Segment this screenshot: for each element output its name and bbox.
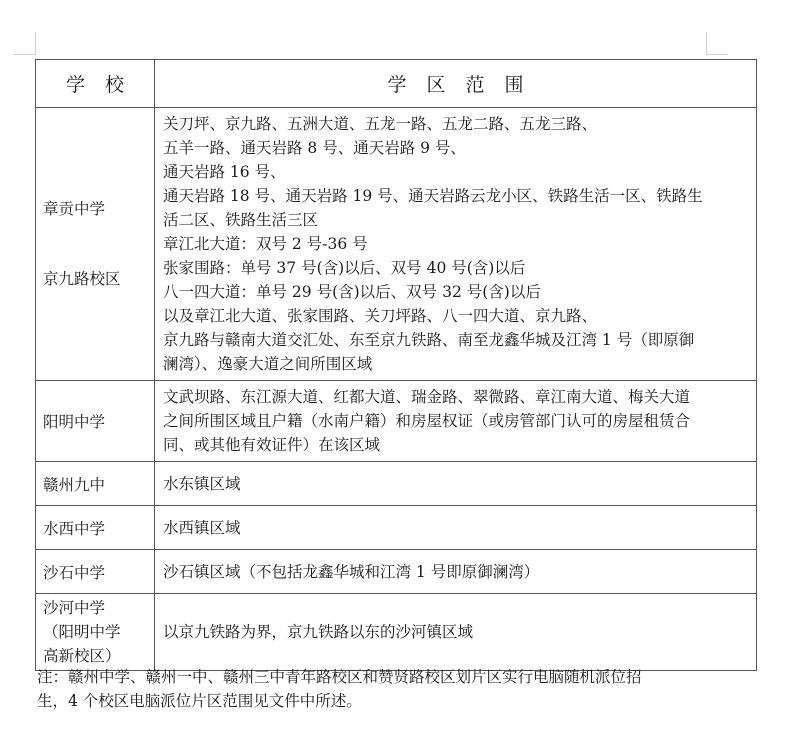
range-line: 水东镇区域 bbox=[163, 474, 241, 493]
range-line: 澜湾）、逸豪大道之间所围区域 bbox=[163, 355, 373, 373]
range-line: 通天岩路 18 号、通天岩路 19 号、通天岩路云龙小区、铁路生活一区、铁路生 bbox=[163, 187, 703, 205]
range-line: 章江北大道：双号 2 号-36 号 bbox=[163, 235, 368, 253]
school-name-line: 沙石中学 bbox=[43, 563, 106, 582]
table-row bbox=[36, 381, 757, 462]
table-row bbox=[36, 462, 757, 506]
district-range-cell bbox=[155, 594, 757, 671]
school-name-line: 沙河中学 bbox=[43, 599, 106, 617]
school-name-line: 水西中学 bbox=[43, 519, 106, 538]
school-name-line: 阳明中学 bbox=[43, 413, 106, 431]
school-name-line: 高新校区） bbox=[43, 647, 121, 665]
school-name-line: 章贡中学 bbox=[43, 200, 106, 218]
table-row bbox=[36, 506, 757, 550]
range-line: 水西镇区域 bbox=[163, 518, 241, 537]
district-range-cell bbox=[155, 381, 757, 462]
district-range-cell bbox=[155, 108, 757, 381]
school-district-table bbox=[35, 59, 757, 671]
range-line: 通天岩路 16 号、 bbox=[163, 163, 286, 181]
page-corner-mark bbox=[706, 32, 707, 54]
district-range-cell bbox=[155, 462, 757, 506]
range-line: 关刀坪、京九路、五洲大道、五龙一路、五龙二路、五龙三路、 bbox=[163, 115, 598, 133]
range-line: 张家围路：单号 37 号(含)以后、双号 40 号(含)以后 bbox=[163, 259, 526, 277]
table-row bbox=[36, 594, 757, 671]
range-line: 五羊一路、通天岩路 8 号、通天岩路 9 号、 bbox=[163, 139, 466, 157]
table-header-row bbox=[36, 60, 757, 108]
range-line: 文武坝路、东江源大道、红都大道、瑞金路、翠微路、章江南大道、梅关大道 bbox=[163, 388, 691, 406]
school-name-line: 京九路校区 bbox=[43, 270, 121, 288]
header-range: 学 区 范 围 bbox=[155, 60, 757, 108]
range-line: 京九路与赣南大道交汇处、东至京九铁路、南至龙鑫华城及江湾 1 号（即原御 bbox=[163, 331, 695, 349]
school-name-cell bbox=[36, 108, 155, 381]
school-name-line: （阳明中学 bbox=[43, 623, 121, 641]
school-name-cell bbox=[36, 506, 155, 550]
page-corner-mark bbox=[706, 54, 728, 55]
footnote-line: 生，4 个校区电脑派位片区范围见文件中所述。 bbox=[37, 692, 362, 710]
page-corner-mark bbox=[14, 54, 36, 55]
school-name-cell bbox=[36, 550, 155, 594]
district-range-cell bbox=[155, 550, 757, 594]
range-line: 之间所围区域且户籍（水南户籍）和房屋权证（或房管部门认可的房屋租赁合 bbox=[163, 412, 691, 430]
school-name-line: 赣州九中 bbox=[43, 475, 106, 494]
table-row bbox=[36, 550, 757, 594]
range-line: 活二区、铁路生活三区 bbox=[163, 211, 319, 229]
range-line: 沙石镇区域（不包括龙鑫华城和江湾 1 号即原御澜湾） bbox=[163, 562, 540, 581]
range-line: 以及章江北大道、张家围路、关刀坪路、八一四大道、京九路、 bbox=[163, 307, 598, 325]
range-line: 八一四大道：单号 29 号(含)以后、双号 32 号(含)以后 bbox=[163, 283, 541, 301]
range-line: 同、或其他有效证件）在该区域 bbox=[163, 436, 381, 454]
school-name-cell bbox=[36, 462, 155, 506]
footnote bbox=[37, 665, 737, 713]
district-range-cell bbox=[155, 506, 757, 550]
header-school: 学 校 bbox=[36, 60, 155, 108]
school-name-cell bbox=[36, 381, 155, 462]
page-corner-mark bbox=[35, 32, 36, 54]
school-name-cell bbox=[36, 594, 155, 671]
table-row bbox=[36, 108, 757, 381]
footnote-line: 注：赣州中学、赣州一中、赣州三中青年路校区和赞贤路校区划片区实行电脑随机派位招 bbox=[37, 668, 642, 686]
range-line: 以京九铁路为界，京九铁路以东的沙河镇区域 bbox=[163, 623, 474, 641]
